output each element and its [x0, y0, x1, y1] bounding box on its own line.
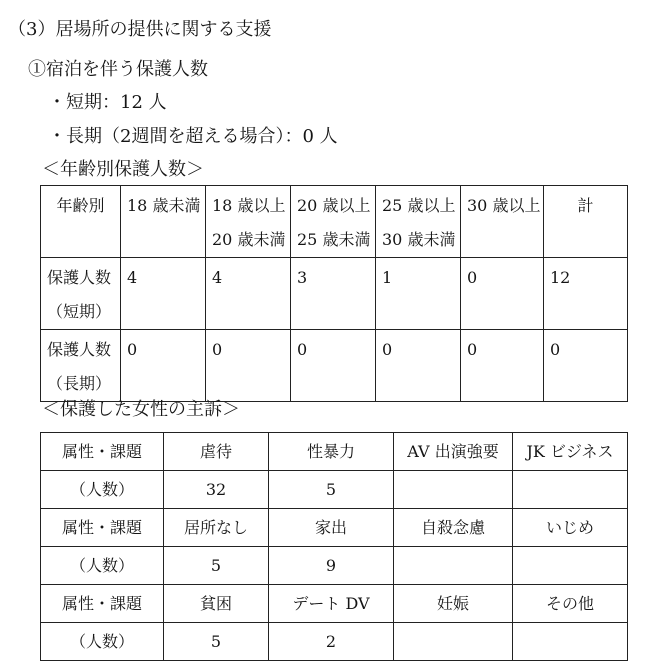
cell-value: 3	[297, 268, 308, 287]
attribute-name: 妊娠	[394, 585, 513, 623]
age-table-caption: ＜年齢別保護人数＞	[42, 159, 204, 180]
cell-value: 0	[382, 340, 393, 359]
complaint-table-caption: ＜保護した女性の主訴＞	[42, 399, 240, 420]
value-cell	[206, 258, 291, 330]
count-value: 32	[164, 471, 269, 509]
attribute-label: 属性・課題	[41, 509, 164, 547]
age-table-header-cell	[461, 186, 544, 258]
age-table-header-row	[41, 186, 628, 258]
long-term-count: ・長期（2週間を超える場合）：0 人	[48, 126, 338, 147]
cell-value: 4	[212, 268, 223, 287]
age-table-header-cell	[544, 186, 628, 258]
attribute-name: デート DV	[269, 585, 394, 623]
count-row	[41, 471, 628, 509]
total-cell	[544, 330, 628, 402]
age-table-row	[41, 330, 628, 402]
section-title: （3）居場所の提供に関する支援	[8, 19, 272, 40]
count-label: （人数）	[41, 471, 164, 509]
attribute-name: AV 出演強要	[394, 433, 513, 471]
header-text: 25 歳未満	[297, 230, 371, 249]
row-label: （短期）	[47, 302, 112, 321]
count-value	[513, 547, 628, 585]
row-label: 保護人数	[47, 268, 112, 287]
attribute-name: 貧困	[164, 585, 269, 623]
attribute-row	[41, 433, 628, 471]
value-cell	[121, 330, 206, 402]
row-label-cell	[41, 330, 121, 402]
count-value	[513, 623, 628, 661]
value-cell	[461, 330, 544, 402]
cell-value: 0	[467, 268, 478, 287]
attribute-name: その他	[513, 585, 628, 623]
cell-value: 1	[382, 268, 393, 287]
age-table	[40, 185, 628, 402]
count-label: （人数）	[41, 623, 164, 661]
cell-value: 0	[212, 340, 223, 359]
attribute-row	[41, 509, 628, 547]
cell-value: 12	[550, 268, 571, 287]
count-label: （人数）	[41, 547, 164, 585]
attribute-name: 自殺念慮	[394, 509, 513, 547]
short-term-count: ・短期：12 人	[48, 92, 167, 113]
attribute-name: 居所なし	[164, 509, 269, 547]
age-table-header-cell	[121, 186, 206, 258]
attribute-row	[41, 585, 628, 623]
count-value: 5	[164, 623, 269, 661]
count-row	[41, 547, 628, 585]
row-label: 保護人数	[47, 340, 112, 359]
complaint-table	[40, 432, 628, 661]
count-value	[513, 471, 628, 509]
value-cell	[121, 258, 206, 330]
count-value	[394, 547, 513, 585]
value-cell	[291, 330, 376, 402]
total-cell	[544, 258, 628, 330]
header-text: 30 歳以上	[467, 196, 541, 215]
cell-value: 0	[127, 340, 138, 359]
value-cell	[291, 258, 376, 330]
header-text: 18 歳以上	[212, 196, 286, 215]
header-text: 18 歳未満	[127, 196, 201, 215]
count-value	[394, 623, 513, 661]
count-value	[394, 471, 513, 509]
header-text: 20 歳未満	[212, 230, 286, 249]
row-label: （長期）	[47, 374, 112, 393]
count-value: 9	[269, 547, 394, 585]
age-table-header-cell	[206, 186, 291, 258]
attribute-name: 性暴力	[269, 433, 394, 471]
cell-value: 4	[127, 268, 138, 287]
age-table-row	[41, 258, 628, 330]
attribute-name: 家出	[269, 509, 394, 547]
header-text: 20 歳以上	[297, 196, 371, 215]
row-label-cell	[41, 258, 121, 330]
value-cell	[461, 258, 544, 330]
value-cell	[376, 330, 461, 402]
header-text: 計	[577, 196, 594, 215]
count-row	[41, 623, 628, 661]
attribute-label: 属性・課題	[41, 585, 164, 623]
count-value: 2	[269, 623, 394, 661]
attribute-name: いじめ	[513, 509, 628, 547]
header-text: 年齢別	[56, 196, 105, 215]
attribute-name: 虐待	[164, 433, 269, 471]
count-value: 5	[164, 547, 269, 585]
age-table-header-cell	[376, 186, 461, 258]
age-table-header-cell	[41, 186, 121, 258]
section-subtitle: ①宿泊を伴う保護人数	[28, 59, 208, 80]
cell-value: 0	[467, 340, 478, 359]
cell-value: 0	[550, 340, 561, 359]
attribute-name: JK ビジネス	[513, 433, 628, 471]
value-cell	[376, 258, 461, 330]
age-table-header-cell	[291, 186, 376, 258]
cell-value: 0	[297, 340, 308, 359]
attribute-label: 属性・課題	[41, 433, 164, 471]
header-text: 30 歳未満	[382, 230, 456, 249]
header-text: 25 歳以上	[382, 196, 456, 215]
count-value: 5	[269, 471, 394, 509]
value-cell	[206, 330, 291, 402]
